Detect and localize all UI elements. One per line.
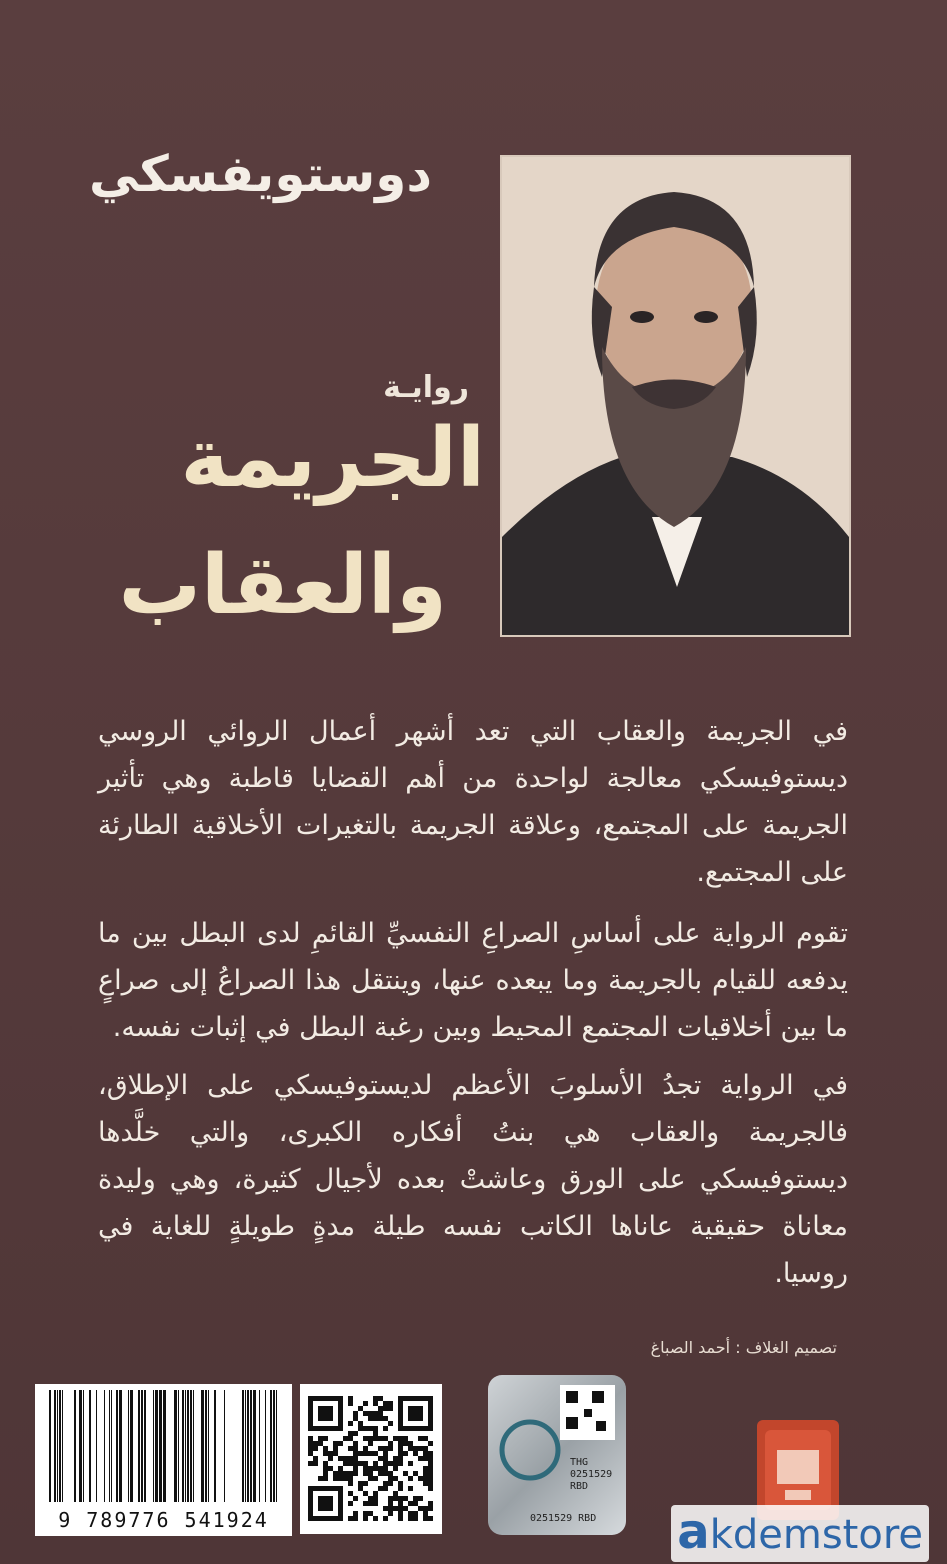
cover-design-credit: تصميم الغلاف : أحمد الصباغ bbox=[650, 1338, 837, 1357]
genre-label: روايـة bbox=[383, 370, 469, 405]
qr-code bbox=[300, 1384, 442, 1534]
isbn-digits: 9 789776 541924 bbox=[58, 1508, 269, 1532]
sticker-code: THG 0251529 RBD bbox=[570, 1457, 613, 1492]
book-title-line1: الجريمة bbox=[180, 411, 485, 506]
isbn-barcode bbox=[35, 1384, 292, 1536]
synopsis-paragraph-2: تقوم الرواية على أساسِ الصراعِ النفسيِّ القائمِ لدى البطل بين ما يدفعه للقيام بالجريمة وما يبعده عنها، وينتقل هذا الصراعُ إلى صراعٍ ما بين أخلاقيات المجتمع المحيط وبين رغبة البطل في إثبات نفسه. bbox=[98, 918, 848, 1043]
book-title-line2: والعقاب bbox=[118, 538, 447, 633]
sticker-code-bottom: 0251529 RBD bbox=[530, 1513, 597, 1524]
security-sticker bbox=[488, 1375, 626, 1535]
synopsis-paragraph-3: في الرواية تجدُ الأسلوبَ الأعظم لديستوفيسكي على الإطلاق، فالجريمة والعقاب هي بنتُ أفكاره الكبرى، والتي خلَّدها ديستوفيسكي على الورق وعاشتْ بعده لأجيال كثيرة، وهي وليدة معاناة حقيقية عاناها الكاتب نفسه طيلة مدةٍ طويلةٍ للغاية في روسيا. bbox=[98, 1070, 848, 1289]
synopsis-paragraph-1: في الجريمة والعقاب التي تعد أشهر أعمال الروائي الروسي ديستوفيسكي معالجة لواحدة من أهم القضايا قاطبة وهي تأثير الجريمة على المجتمع، وعلاقة الجريمة بالتغيرات الأخلاقية الطارئة على المجتمع. bbox=[98, 716, 848, 888]
author-name: دوستويفسكي bbox=[89, 145, 432, 203]
author-portrait bbox=[500, 155, 851, 637]
store-watermark: akdemstore bbox=[671, 1505, 929, 1562]
